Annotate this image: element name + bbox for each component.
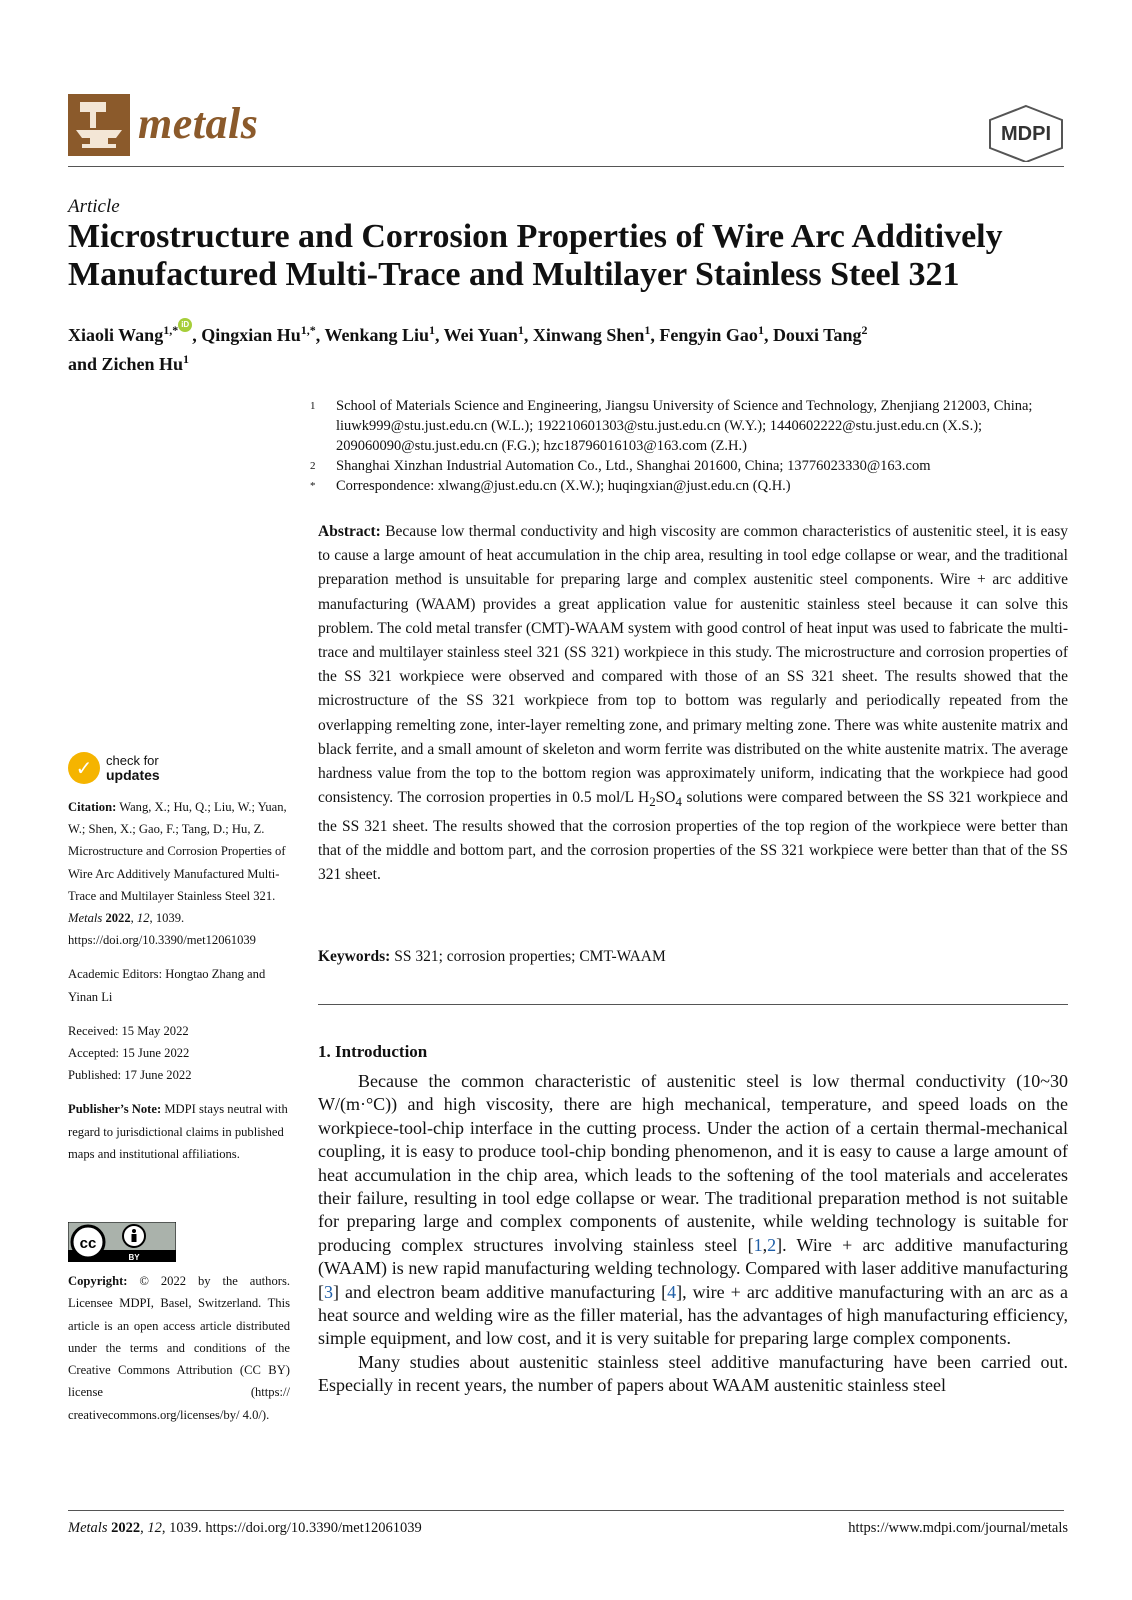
checkmark-icon: ✓ — [68, 752, 100, 784]
footer-volume: 12 — [147, 1520, 162, 1536]
author-list — [68, 318, 1068, 376]
author-name[interactable]: Wei Yuan — [443, 325, 518, 345]
paragraph-text: ] and electron beam additive manufacturing [ — [333, 1281, 668, 1302]
journal-name: metals — [138, 99, 259, 148]
author-affiliation-mark: 1 — [644, 323, 651, 337]
reference-link[interactable]: 1 — [753, 1234, 763, 1255]
accepted-date: Accepted: 15 June 2022 — [68, 1046, 190, 1061]
author-name[interactable]: Wenkang Liu — [324, 325, 429, 345]
author-affiliation-mark: 1 — [183, 352, 190, 366]
author-name[interactable]: Qingxian Hu — [201, 325, 301, 345]
paragraph — [318, 1070, 1068, 1351]
sidebar — [68, 796, 290, 1177]
abstract-text: SO — [655, 789, 676, 807]
author-name[interactable]: Fengyin Gao — [659, 325, 758, 345]
introduction-body — [318, 1070, 1068, 1398]
mdpi-logo-icon — [986, 104, 1066, 162]
author-separator: , — [192, 325, 202, 345]
affiliation-mark: 1 — [310, 400, 316, 412]
reference-link[interactable]: 3 — [324, 1281, 333, 1302]
cc-by-text: BY — [128, 1253, 140, 1262]
publisher-logo-text: MDPI — [1001, 123, 1051, 145]
author-affiliation-mark: 1 — [517, 323, 524, 337]
paragraph: Many studies about austenitic stainless steel additive manufacturing have been carried out. Especially in recent years, the number of papers about WAAM austenitic stainless steel — [318, 1351, 1068, 1396]
citation-block: Citation: Wang, X.; Hu, Q.; Liu, W.; Yuan, W.; Shen, X.; Gao, F.; Tang, D.; Hu, Z. Microstructure and Corrosion Properties of Wire Arc Additively Manufactured Multi-Trace and Multilayer Stainless Steel 321. Metals 2022, 12, 1039. https://doi.org/10.3390/met12061039 — [68, 800, 287, 948]
journal-logo-icon — [68, 94, 130, 156]
header-divider — [68, 166, 1064, 167]
cc-by-license-icon[interactable] — [68, 1222, 176, 1262]
abstract-label: Abstract: — [318, 523, 381, 540]
publisher-note-text: MDPI stays neutral with regard to jurisdictional claims in published maps and institutional affiliations. — [68, 1102, 288, 1161]
check-for-updates-button[interactable] — [68, 752, 160, 784]
author-separator: , — [315, 325, 325, 345]
abstract-text: solutions were compared between the SS 321 workpiece and the SS 321 sheet. The results showed that the corrosion properties of the top region of the workpiece were better than that of the middle and bottom part, and the corrosion properties of the SS 321 workpiece were better than that of the SS 321 sheet. — [318, 789, 1068, 883]
academic-editors: Academic Editors: Hongtao Zhang and Yinan Li — [68, 967, 266, 1004]
affiliation-item — [310, 396, 1068, 456]
anvil-hammer-icon — [68, 94, 130, 156]
affiliations — [310, 396, 1068, 496]
copyright-text: © 2022 by the authors. Licensee MDPI, Basel, Switzerland. This article is an open access article distributed under the terms and conditions of the Creative Commons Attribution (CC BY) license (https:// creativecommons.org/licenses/by/ 4.0/). — [68, 1274, 290, 1422]
footer-citation: Metals 2022, 12, 1039. https://doi.org/10.3390/met12061039 — [68, 1520, 422, 1536]
author-affiliation-mark: 1,* — [300, 323, 316, 337]
copyright-label: Copyright: — [68, 1274, 128, 1288]
footer-divider — [68, 1510, 1064, 1511]
author-name[interactable]: Douxi Tang — [772, 325, 862, 345]
article-type: Article — [68, 196, 120, 217]
footer-year: 2022 — [111, 1520, 141, 1536]
author-affiliation-mark: 1 — [757, 323, 764, 337]
affiliation-mark: 2 — [310, 460, 316, 472]
footer-journal: Metals — [68, 1520, 108, 1536]
author-affiliation-mark: 2 — [861, 323, 868, 337]
citation-journal: Metals — [68, 911, 103, 926]
keywords-label: Keywords: — [318, 948, 391, 965]
author-name[interactable]: Xinwang Shen — [532, 325, 645, 345]
abstract-sub: 2 — [649, 794, 656, 810]
abstract-text: Because low thermal conductivity and high viscosity are common characteristics of austenitic steel, it is easy to cause a large amount of heat accumulation in the chip area, resulting in tool edge collapse or wear, and the traditional preparation method is unsuitable for preparing large and complex austenitic steel components. Wire + arc additive manufacturing (WAAM) provides a great application value for austenitic stainless steel because it can solve this problem. The cold metal transfer (CMT)-WAAM system with good control of heat input was used to fabricate the multi-trace and multilayer stainless steel 321 (SS 321) workpiece in this study. The microstructure and corrosion properties of the SS 321 workpiece were observed and compared with those of an SS 321 sheet. The results showed that the microstructure of the SS 321 workpiece from top to bottom was regularly and periodically repeated from the overlapping remelting zone, inter-layer remelting zone, and primary melting zone. There was white austenite matrix and black ferrite, and a small amount of skeleton and worm ferrite was distributed on the white austenite matrix. The average hardness value from the top to the bottom region was approximately uniform, indicating that the workpiece had good consistency. The corrosion properties in 0.5 mol/L H — [318, 523, 1068, 807]
footer-doi-link[interactable]: , 1039. https://doi.org/10.3390/met12061039 — [161, 1520, 422, 1536]
published-date: Published: 17 June 2022 — [68, 1068, 192, 1083]
check-updates-label — [106, 754, 160, 783]
author-separator: , — [763, 325, 773, 345]
received-date: Received: 15 May 2022 — [68, 1023, 189, 1038]
author-name[interactable]: and Zichen Hu — [68, 354, 184, 374]
citation-doi[interactable]: , 1039. https://doi.org/10.3390/met12061039 — [68, 911, 256, 948]
affiliation-item — [310, 476, 1068, 496]
author-affiliation-mark: 1 — [428, 323, 435, 337]
citation-text: Wang, X.; Hu, Q.; Liu, W.; Yuan, W.; Shen, X.; Gao, F.; Tang, D.; Hu, Z. Microstructure and Corrosion Properties of Wire Arc Additively Manufactured Multi-Trace and Multilayer Stainless Steel 321. — [68, 800, 287, 903]
reference-link[interactable]: 4 — [667, 1281, 677, 1302]
affiliation-text: Shanghai Xinzhan Industrial Automation Co., Ltd., Shanghai 201600, China; 13776023330@163.com — [336, 458, 931, 474]
abstract — [318, 520, 1068, 887]
check-updates-line: updates — [106, 766, 160, 783]
author-name[interactable]: Xiaoli Wang — [68, 325, 164, 345]
publisher-note-label: Publisher’s Note: — [68, 1102, 162, 1117]
section-heading: 1. Introduction — [318, 1042, 428, 1061]
affiliation-mark: * — [310, 480, 316, 492]
paragraph-text: ]. Wire + arc additive manufacturing (WAAM) is new rapid manufacturing welding technology. Compared with laser additive manufacturing [ — [318, 1234, 1068, 1302]
citation-label: Citation: — [68, 800, 117, 814]
cc-badge-text: cc — [79, 1235, 97, 1252]
author-separator: , — [523, 325, 533, 345]
author-separator: , — [650, 325, 660, 345]
author-separator: , — [434, 325, 444, 345]
orcid-icon[interactable]: iD — [178, 318, 192, 332]
dates-block — [68, 1020, 290, 1087]
paragraph-text: ], wire + arc additive manufacturing with an arc as a heat source and welding wire as the filler material, has the advantages of high manufacturing efficiency, simple equipment, and low cost, and it is very suitable for preparing large complex components. — [318, 1281, 1068, 1349]
citation-volume: 12 — [136, 911, 150, 926]
paragraph-text: Because the common characteristic of austenitic steel is low thermal conductivity (10~30 W/(m·°C)) and high viscosity, there are high mechanical, temperature, and speed loads on the workpiece-tool-chip interface in the cutting process. Under the action of a certain thermal-mechanical coupling, it is easy to produce tool-chip bonding phenomenon, and it is easy to cause a large amount of heat accumulation in the chip area, which leads to the softening of the tool materials and accelerates their failure, resulting in tool edge collapse or wear. The traditional preparation method is not suitable for preparing large and complex components of austenite, while welding technology is suitable for producing complex structures involving stainless steel [ — [318, 1071, 1068, 1255]
abstract-sub: 4 — [675, 794, 682, 810]
author-affiliation-mark: 1,* — [163, 323, 179, 337]
reference-link[interactable]: 2 — [767, 1234, 777, 1255]
check-updates-line: check for — [106, 752, 159, 768]
publisher-note — [68, 1098, 290, 1165]
paragraph-text: , — [762, 1234, 768, 1255]
copyright-block — [68, 1270, 290, 1426]
affiliation-item — [310, 456, 1068, 476]
affiliation-text: School of Materials Science and Engineering, Jiangsu University of Science and Technology, Zhenjiang 212003, China; liuwk999@stu.just.edu.cn (W.L.); 192210601303@stu.just.edu.cn (W.Y.); 1440602222@stu.just.edu.cn (X.S.); 209060090@stu.just.edu.cn (F.G.); hzc18796016103@163.com (Z.H.) — [336, 398, 1033, 454]
footer-journal-url[interactable]: https://www.mdpi.com/journal/metals — [848, 1520, 1068, 1536]
abstract-divider — [318, 1004, 1068, 1005]
article-title: Microstructure and Corrosion Properties of Wire Arc Additively Manufactured Multi-Trace and Multilayer Stainless Steel 321 — [68, 218, 1003, 293]
keywords — [318, 948, 1068, 966]
citation-year: 2022 — [105, 911, 131, 926]
affiliation-text: Correspondence: xlwang@just.edu.cn (X.W.); huqingxian@just.edu.cn (Q.H.) — [336, 478, 791, 494]
keywords-text: SS 321; corrosion properties; CMT-WAAM — [394, 948, 666, 965]
